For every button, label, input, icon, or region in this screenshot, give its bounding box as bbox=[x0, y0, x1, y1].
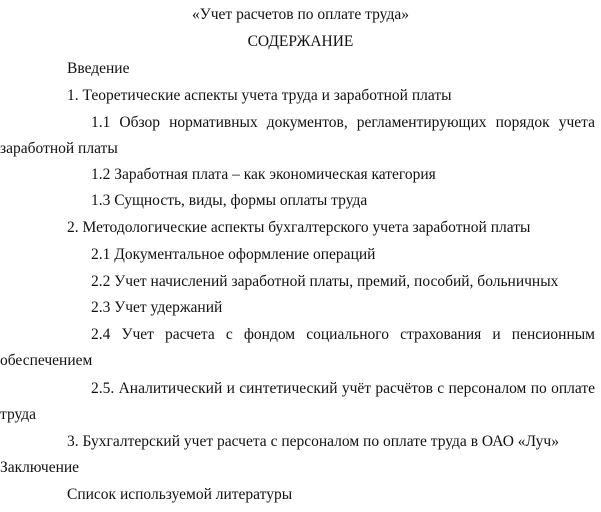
contents-heading: СОДЕРЖАНИЕ bbox=[247, 33, 354, 50]
toc-item-2-3: 2.3 Учет удержаний bbox=[91, 299, 223, 316]
toc-item-conclusion: Заключение bbox=[0, 459, 80, 476]
toc-item-1-1-line-1: 1.1 Обзор нормативных документов, регламентирующих порядок учета bbox=[91, 114, 595, 131]
toc-item-references: Список используемой литературы bbox=[67, 486, 293, 503]
toc-item-1-2: 1.2 Заработная плата – как экономическая категория bbox=[91, 166, 436, 183]
toc-item-introduction: Введение bbox=[67, 60, 130, 77]
toc-item-2-4-line-1: 2.4 Учет расчета с фондом социального страхования и пенсионным bbox=[91, 326, 595, 343]
toc-item-2-5-line-1: 2.5. Аналитический и синтетический учёт расчётов с персоналом по оплате bbox=[91, 380, 595, 397]
toc-item-chapter-3: 3. Бухгалтерский учет расчета с персоналом по оплате труда в ОАО «Луч» bbox=[67, 433, 559, 450]
toc-item-1-1-line-2: заработной платы bbox=[0, 140, 118, 157]
toc-item-chapter-2: 2. Методологические аспекты бухгалтерского учета заработной платы bbox=[67, 219, 531, 236]
document-title: «Учет расчетов по оплате труда» bbox=[192, 6, 409, 23]
toc-item-chapter-1: 1. Теоретические аспекты учета труда и заработной платы bbox=[67, 87, 452, 104]
toc-item-1-3: 1.3 Сущность, виды, формы оплаты труда bbox=[91, 192, 368, 209]
toc-item-2-2: 2.2 Учет начислений заработной платы, премий, пособий, больничных bbox=[91, 273, 559, 290]
toc-item-2-4-line-2: обеспечением bbox=[0, 352, 93, 369]
toc-item-2-5-line-2: труда bbox=[0, 406, 37, 423]
toc-item-2-1: 2.1 Документальное оформление операций bbox=[91, 246, 376, 263]
